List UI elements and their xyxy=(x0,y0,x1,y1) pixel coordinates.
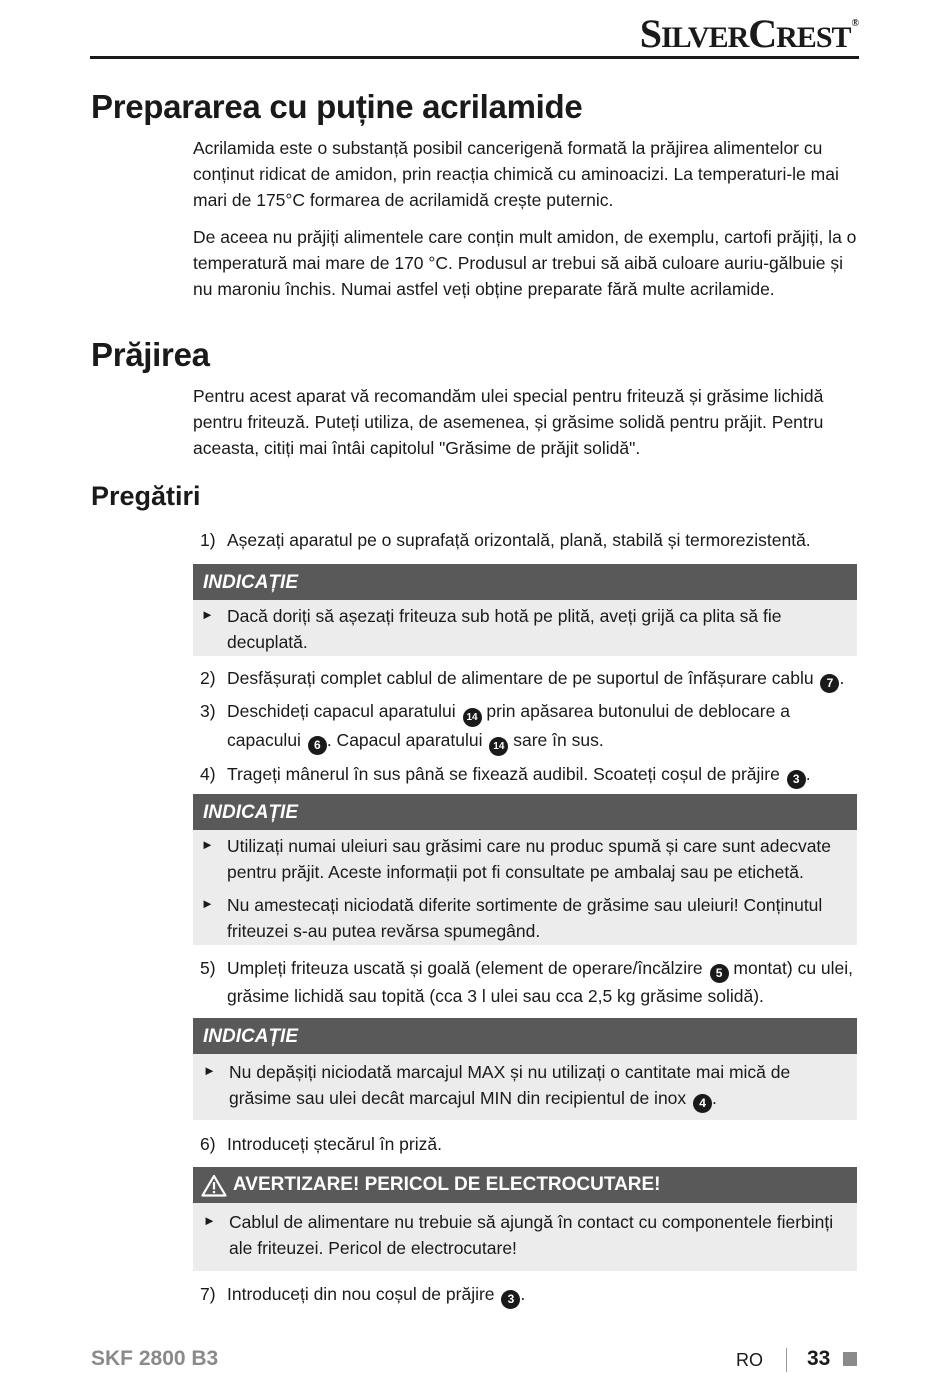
step-number: 5) xyxy=(200,958,216,978)
note-box-3 xyxy=(193,1018,857,1120)
triangle-right-icon: ► xyxy=(201,896,214,911)
brand-logo: SILVERCREST® xyxy=(639,11,858,56)
paragraph-acrylamide-1: Acrilamida este o substanță posibil cancerigenă formată la prăjirea alimentelor cu conținut ridicat de amidon, prin reacția chimică cu aminoacizi. La temperaturi-le mai mari de 175°C formarea de acrilamidă crește puternic. xyxy=(193,138,839,210)
component-ref-badge: 14 xyxy=(489,737,508,756)
paragraph-acrylamide-2: De aceea nu prăjiți alimentele care conțin mult amidon, de exemplu, cartofi prăjiți, la o temperatură mai mare de 170 °C. Produsul ar trebui să aibă culoare auriu-gălbuie și nu maroniu închis. Numai astfel veți obține preparate fără multe acrilamide. xyxy=(193,227,857,299)
step-text: Introduceți ștecărul în priză. xyxy=(227,1134,442,1154)
step-5: 5) Umpleți friteuza uscată și goală (element de operare/încălzire 5 montat) cu ulei, grăsime lichidă sau topită (cca 3 l ulei sau cca 2,5 kg grăsime solidă). xyxy=(200,955,860,1009)
step-number: 3) xyxy=(200,701,216,721)
step-number: 4) xyxy=(200,764,216,784)
note-header: INDICAȚIE xyxy=(193,1018,857,1054)
warning-triangle-icon xyxy=(201,1174,227,1197)
triangle-right-icon: ► xyxy=(203,1213,216,1228)
warning-item: ► Cablul de alimentare nu trebuie să ajungă în contact cu componentele fierbinți ale friteuzei. Pericol de electrocutare! xyxy=(193,1203,857,1261)
section-title-acrylamide: Prepararea cu puține acrilamide xyxy=(91,88,583,125)
component-ref-badge: 3 xyxy=(787,770,806,789)
paragraph-frying: Pentru acest aparat vă recomandăm ulei special pentru friteuză și grăsime lichidă pentru friteuză. Puteți utiliza, de asemenea, și grăsime solidă pentru prăjit. Pentru aceasta, citiți mai întâi capitolul "Grăsime de prăjit solidă". xyxy=(193,386,824,458)
component-ref-badge: 4 xyxy=(693,1094,712,1113)
footer-divider xyxy=(786,1348,787,1372)
note-item: ► Dacă doriți să așezați friteuza sub hotă pe plită, aveți grijă ca plita să fie decuplată. xyxy=(193,600,857,655)
step-number: 7) xyxy=(200,1284,216,1304)
footer-square-icon xyxy=(843,1352,857,1366)
component-ref-badge: 7 xyxy=(820,674,839,693)
step-3: 3) Deschideți capacul aparatului 14 prin apăsarea butonului de deblocare a capacului 6 . Capacul aparatului 14 sare în sus. xyxy=(200,698,860,756)
warning-header: AVERTIZARE! PERICOL DE ELECTROCUTARE! xyxy=(193,1167,857,1203)
note-header: INDICAȚIE xyxy=(193,564,857,600)
footer-language: RO xyxy=(736,1350,763,1370)
header-rule xyxy=(90,56,859,59)
step-2: 2) Desfășurați complet cablul de alimentare de pe suportul de înfășurare cablu 7 . xyxy=(200,665,860,693)
note-box-2 xyxy=(193,794,857,945)
page-number: 33 xyxy=(807,1347,831,1370)
step-1 xyxy=(200,527,860,553)
component-ref-badge: 5 xyxy=(710,964,729,983)
component-ref-badge: 3 xyxy=(501,1290,520,1309)
step-4: 4) Trageți mânerul în sus până se fixează audibil. Scoateți coșul de prăjire 3 . xyxy=(200,761,860,789)
warning-box xyxy=(193,1167,857,1271)
step-number: 1) xyxy=(200,530,216,550)
footer-model-number: SKF 2800 B3 xyxy=(91,1347,219,1370)
step-text: Așezați aparatul pe o suprafață orizontală, plană, stabilă și termorezistentă. xyxy=(227,530,811,550)
note-item: ► Nu depășiți niciodată marcajul MAX și nu utilizați o cantitate mai mică de grăsime sau ulei decât marcajul MIN din recipientul de inox 4 . xyxy=(193,1054,857,1113)
note-item: ► Utilizați numai uleiuri sau grăsimi care nu produc spumă și care sunt adecvate pentru prăjit. Aceste informații pot fi consultate pe ambalaj sau pe etichetă. xyxy=(193,830,857,885)
triangle-right-icon: ► xyxy=(203,1063,216,1078)
triangle-right-icon: ► xyxy=(201,837,214,852)
step-6 xyxy=(200,1131,860,1157)
triangle-right-icon: ► xyxy=(201,607,214,622)
component-ref-badge: 6 xyxy=(308,736,327,755)
section-title-preparations: Pregătiri xyxy=(91,481,201,511)
note-box-1 xyxy=(193,564,857,656)
step-number: 2) xyxy=(200,668,216,688)
step-7: 7) Introduceți din nou coșul de prăjire 3 . xyxy=(200,1281,860,1309)
section-title-frying: Prăjirea xyxy=(91,336,210,373)
component-ref-badge: 14 xyxy=(463,708,482,727)
step-number: 6) xyxy=(200,1134,216,1154)
note-item: ► Nu amestecați niciodată diferite sortimente de grăsime sau uleiuri! Conținutul friteuzei s-au putea revărsa spumegând. xyxy=(193,885,857,944)
note-header: INDICAȚIE xyxy=(193,794,857,830)
